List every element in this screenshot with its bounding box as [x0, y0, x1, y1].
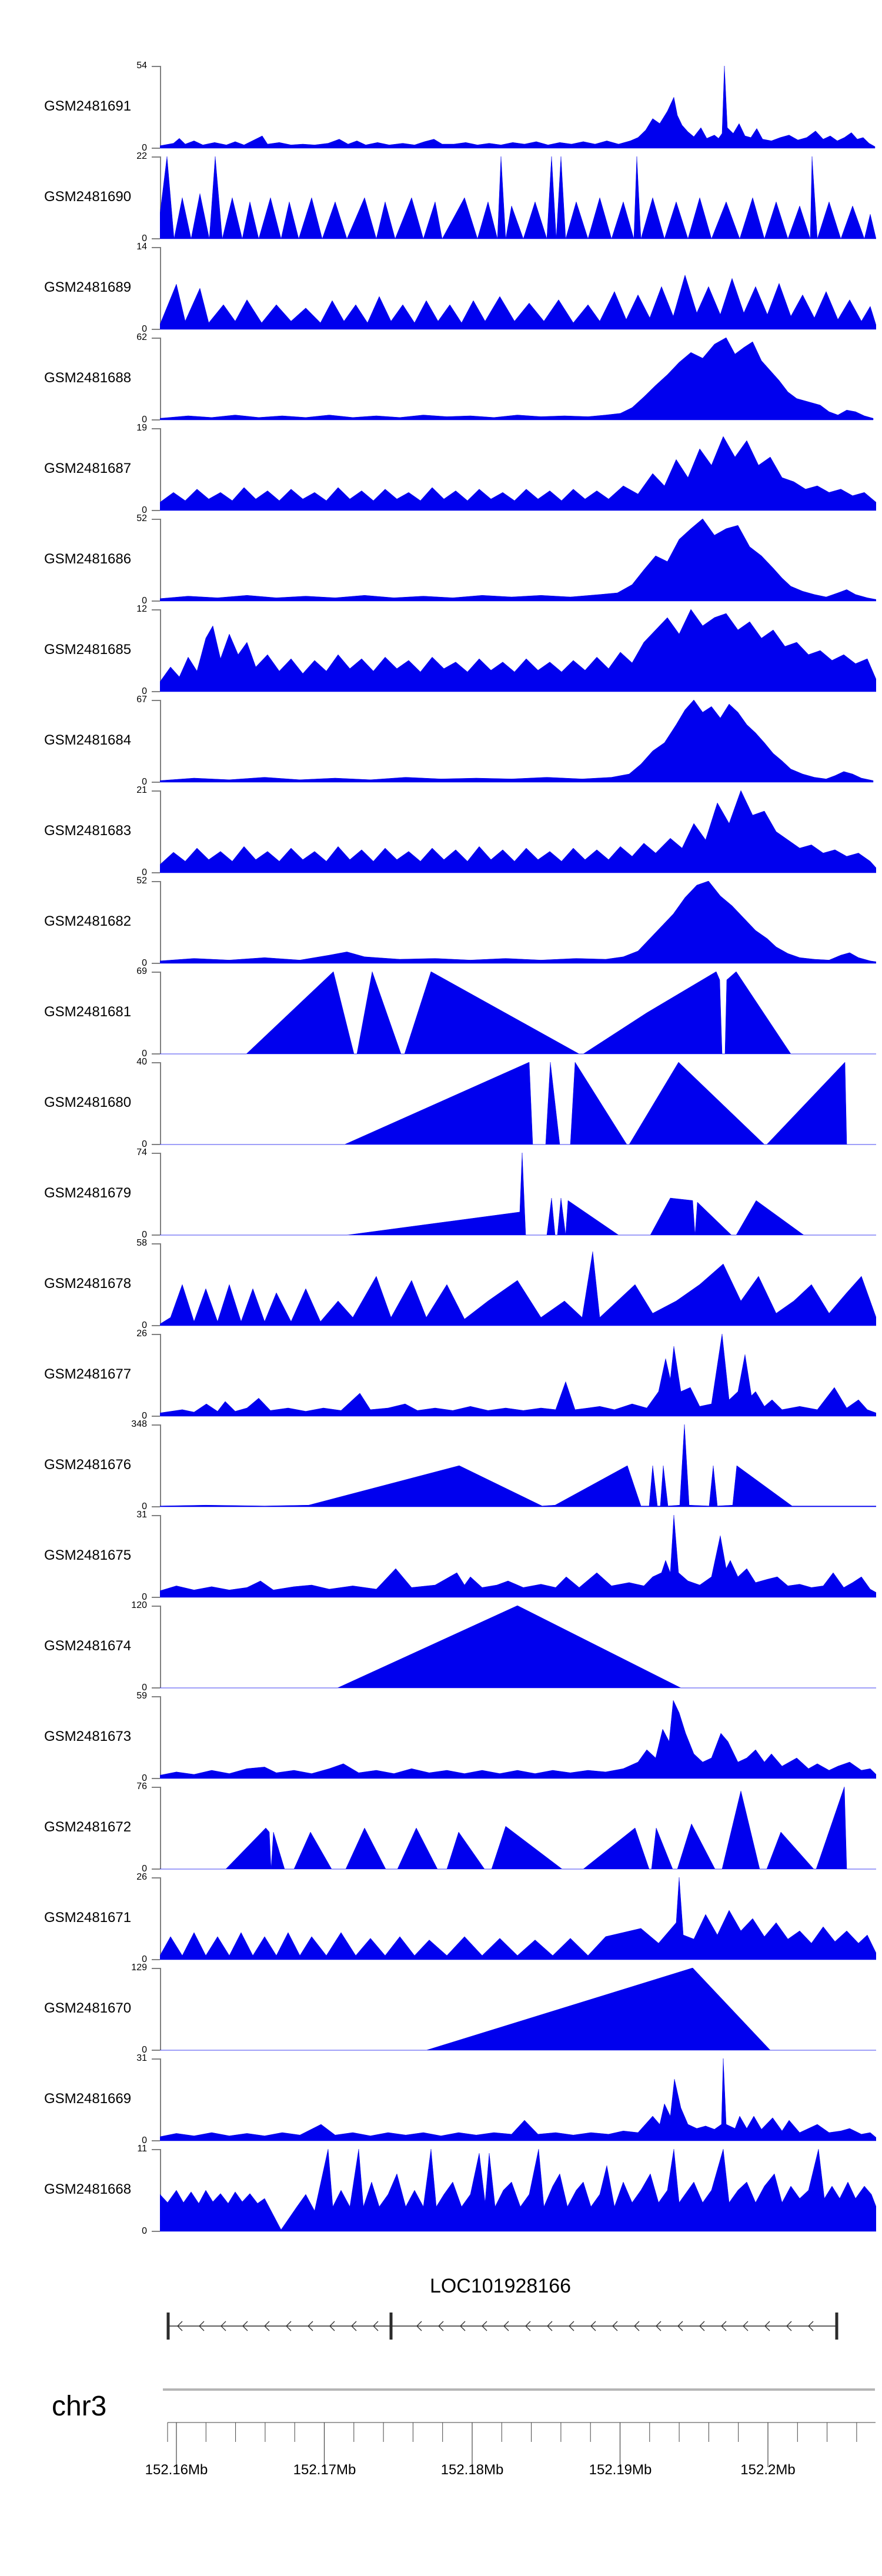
coverage-polygon: [160, 275, 876, 329]
y-max-label: 40: [136, 1057, 147, 1067]
coverage-polygon: [160, 881, 876, 963]
y-axis-zero-tick: [152, 1144, 160, 1145]
y-axis-top-tick: [152, 156, 160, 158]
coverage-signal-area: [160, 1424, 876, 1507]
y-zero-label: 0: [142, 958, 147, 968]
track-name-label: GSM2481678: [44, 1276, 132, 1292]
coverage-polygon: [160, 156, 876, 239]
y-max-label: 12: [136, 604, 147, 614]
separator-line: [163, 2388, 875, 2391]
coverage-signal-area: [160, 1696, 876, 1779]
coverage-polygon: [160, 790, 876, 873]
y-max-label: 26: [136, 1329, 147, 1339]
y-axis-zero-tick: [152, 329, 160, 330]
y-max-label: 26: [136, 1872, 147, 1882]
coverage-polygon: [160, 436, 876, 510]
exon-bar: [390, 2313, 393, 2340]
coverage-signal-area: [160, 338, 876, 421]
y-max-label: 74: [136, 1147, 147, 1157]
y-axis-zero-tick: [152, 2231, 160, 2232]
coverage-signal-area: [160, 156, 876, 239]
y-max-label: 129: [131, 1963, 147, 1973]
track-name-label: GSM2481676: [44, 1457, 132, 1473]
coverage-signal-area: [160, 790, 876, 873]
exon-bar: [836, 2313, 838, 2340]
coverage-signal-area: [160, 1334, 876, 1417]
y-axis-zero-tick: [152, 600, 160, 602]
coverage-polygon: [160, 1877, 876, 1960]
y-axis-zero-tick: [152, 691, 160, 692]
coverage-polygon: [160, 609, 876, 692]
y-max-label: 21: [136, 785, 147, 795]
y-axis-top-tick: [152, 1515, 160, 1516]
y-max-label: 31: [136, 2053, 147, 2063]
coverage-signal-area: [160, 1606, 876, 1689]
y-max-label: 62: [136, 332, 147, 342]
y-axis-top-tick: [152, 881, 160, 882]
y-max-label: 11: [137, 2144, 147, 2154]
y-zero-label: 0: [142, 867, 147, 877]
y-axis-zero-tick: [152, 1416, 160, 1417]
coordinate-tick-label: 152.19Mb: [589, 2462, 652, 2478]
coverage-signal-area: [160, 609, 876, 692]
y-max-label: 59: [136, 1691, 147, 1701]
coverage-signal-area: [160, 700, 876, 783]
track-name-label: GSM2481682: [44, 913, 132, 929]
coverage-polygon: [160, 700, 873, 782]
y-axis-zero-tick: [152, 238, 160, 239]
y-axis-top-tick: [152, 1062, 160, 1063]
y-zero-label: 0: [142, 1049, 147, 1059]
y-axis-zero-tick: [152, 148, 160, 149]
coverage-polygon: [160, 2149, 876, 2231]
y-axis-top-tick: [152, 1243, 160, 1244]
y-axis-zero-tick: [152, 1597, 160, 1598]
coordinate-tick-label: 152.2Mb: [740, 2462, 796, 2478]
coverage-signal-area: [160, 1877, 876, 1960]
coverage-polygon: [160, 1515, 876, 1597]
y-axis-top-tick: [152, 1968, 160, 1969]
coverage-signal-area: [160, 1153, 876, 1236]
coverage-polygon: [160, 1062, 876, 1144]
y-max-label: 52: [136, 876, 147, 886]
y-axis-top-tick: [152, 66, 160, 67]
coverage-polygon: [160, 972, 876, 1054]
track-name-label: GSM2481685: [44, 642, 132, 658]
y-axis-top-tick: [152, 428, 160, 429]
y-zero-label: 0: [142, 324, 147, 334]
y-axis-zero-tick: [152, 2050, 160, 2051]
track-name-label: GSM2481690: [44, 189, 132, 205]
track-name-label: GSM2481688: [44, 370, 132, 386]
y-zero-label: 0: [142, 143, 147, 153]
y-zero-label: 0: [142, 1320, 147, 1330]
y-zero-label: 0: [142, 1954, 147, 1964]
coordinate-tick-label: 152.16Mb: [145, 2462, 208, 2478]
y-axis-zero-tick: [152, 963, 160, 964]
y-axis-top-tick: [152, 247, 160, 248]
y-zero-label: 0: [142, 2226, 147, 2236]
track-name-label: GSM2481689: [44, 279, 132, 295]
y-zero-label: 0: [142, 233, 147, 243]
y-axis-top-tick: [152, 609, 160, 610]
coverage-polygon: [160, 1153, 876, 1235]
coverage-signal-area: [160, 972, 876, 1055]
y-axis-zero-tick: [152, 1959, 160, 1960]
y-max-label: 348: [131, 1419, 147, 1429]
track-name-label: GSM2481686: [44, 551, 132, 567]
track-name-label: GSM2481668: [44, 2181, 132, 2197]
y-zero-label: 0: [142, 1139, 147, 1149]
coverage-signal-area: [160, 2058, 876, 2141]
y-max-label: 31: [136, 1510, 147, 1520]
coverage-signal-area: [160, 1062, 876, 1145]
y-axis-top-tick: [152, 790, 160, 792]
track-name-label: GSM2481681: [44, 1004, 132, 1020]
y-axis-top-tick: [152, 1424, 160, 1426]
track-name-label: GSM2481684: [44, 732, 132, 748]
y-zero-label: 0: [142, 1411, 147, 1421]
y-max-label: 69: [136, 966, 147, 976]
y-axis-top-tick: [152, 338, 160, 339]
y-axis-zero-tick: [152, 510, 160, 511]
track-name-label: GSM2481674: [44, 1638, 132, 1654]
y-axis-top-tick: [152, 2149, 160, 2150]
y-axis-top-tick: [152, 1787, 160, 1788]
coverage-signal-area: [160, 1515, 876, 1598]
y-zero-label: 0: [142, 2045, 147, 2055]
y-axis-top-tick: [152, 700, 160, 701]
y-max-label: 67: [136, 695, 147, 705]
gene-name-label: LOC101928166: [429, 2275, 572, 2297]
y-max-label: 22: [136, 151, 147, 161]
y-max-label: 76: [136, 1781, 147, 1791]
y-axis-zero-tick: [152, 419, 160, 421]
coordinate-tick-label: 152.17Mb: [293, 2462, 356, 2478]
coverage-signal-area: [160, 1787, 876, 1870]
track-name-label: GSM2481673: [44, 1729, 132, 1744]
y-max-label: 58: [136, 1238, 147, 1248]
y-max-label: 54: [136, 61, 147, 71]
coverage-polygon: [160, 1700, 876, 1778]
y-axis-top-tick: [152, 519, 160, 520]
coverage-signal-area: [160, 1968, 876, 2051]
y-max-label: 52: [136, 513, 147, 523]
y-axis-top-tick: [152, 1696, 160, 1697]
y-zero-label: 0: [142, 686, 147, 696]
y-zero-label: 0: [142, 415, 147, 425]
coverage-polygon: [160, 338, 873, 420]
y-zero-label: 0: [142, 1501, 147, 1511]
y-max-label: 14: [136, 242, 147, 252]
coordinate-tick-label: 152.18Mb: [440, 2462, 504, 2478]
coverage-polygon: [160, 66, 875, 148]
chromosome-label: chr3: [52, 2391, 107, 2422]
track-name-label: GSM2481680: [44, 1095, 132, 1110]
y-zero-label: 0: [142, 1592, 147, 1602]
track-name-label: GSM2481677: [44, 1366, 132, 1382]
coverage-signal-area: [160, 1243, 876, 1326]
y-zero-label: 0: [142, 777, 147, 787]
y-max-label: 19: [136, 423, 147, 433]
track-name-label: GSM2481670: [44, 2000, 132, 2016]
y-zero-label: 0: [142, 1864, 147, 1874]
y-axis-zero-tick: [152, 1234, 160, 1236]
y-axis-top-tick: [152, 1606, 160, 1607]
track-name-label: GSM2481672: [44, 1819, 132, 1835]
coverage-polygon: [160, 1606, 876, 1688]
y-axis-zero-tick: [152, 1778, 160, 1779]
y-axis-zero-tick: [152, 872, 160, 873]
y-zero-label: 0: [142, 596, 147, 606]
coverage-polygon: [160, 519, 876, 601]
y-axis-zero-tick: [152, 1053, 160, 1055]
coverage-signal-area: [160, 66, 876, 149]
track-name-label: GSM2481683: [44, 823, 132, 839]
y-axis-top-tick: [152, 972, 160, 973]
y-axis-zero-tick: [152, 1868, 160, 1870]
y-axis-zero-tick: [152, 782, 160, 783]
y-max-label: 120: [131, 1600, 147, 1610]
coverage-polygon: [160, 1334, 876, 1416]
track-name-label: GSM2481675: [44, 1547, 132, 1563]
y-axis-zero-tick: [152, 2140, 160, 2141]
y-axis-top-tick: [152, 1334, 160, 1335]
coverage-polygon: [160, 1968, 876, 2050]
track-name-label: GSM2481687: [44, 461, 132, 476]
coverage-polygon: [160, 2058, 876, 2141]
y-axis-zero-tick: [152, 1506, 160, 1507]
y-zero-label: 0: [142, 1230, 147, 1240]
coverage-signal-area: [160, 2149, 876, 2232]
coverage-signal-area: [160, 881, 876, 964]
y-axis-zero-tick: [152, 1325, 160, 1326]
gene-model-diagram: [0, 2300, 882, 2353]
coverage-polygon: [160, 1252, 876, 1326]
coverage-signal-area: [160, 428, 876, 511]
coverage-signal-area: [160, 247, 876, 330]
coverage-polygon: [160, 1424, 876, 1507]
track-name-label: GSM2481679: [44, 1185, 132, 1201]
y-axis-top-tick: [152, 1153, 160, 1154]
coverage-signal-area: [160, 519, 876, 602]
y-axis-top-tick: [152, 1877, 160, 1878]
track-name-label: GSM2481671: [44, 1910, 132, 1926]
exon-bar: [167, 2313, 170, 2340]
y-axis-zero-tick: [152, 1687, 160, 1689]
coverage-polygon: [160, 1787, 876, 1869]
track-name-label: GSM2481669: [44, 2091, 132, 2107]
y-zero-label: 0: [142, 505, 147, 515]
y-zero-label: 0: [142, 1683, 147, 1693]
y-axis-top-tick: [152, 2058, 160, 2060]
y-zero-label: 0: [142, 2135, 147, 2145]
track-name-label: GSM2481691: [44, 98, 132, 114]
y-zero-label: 0: [142, 1773, 147, 1783]
